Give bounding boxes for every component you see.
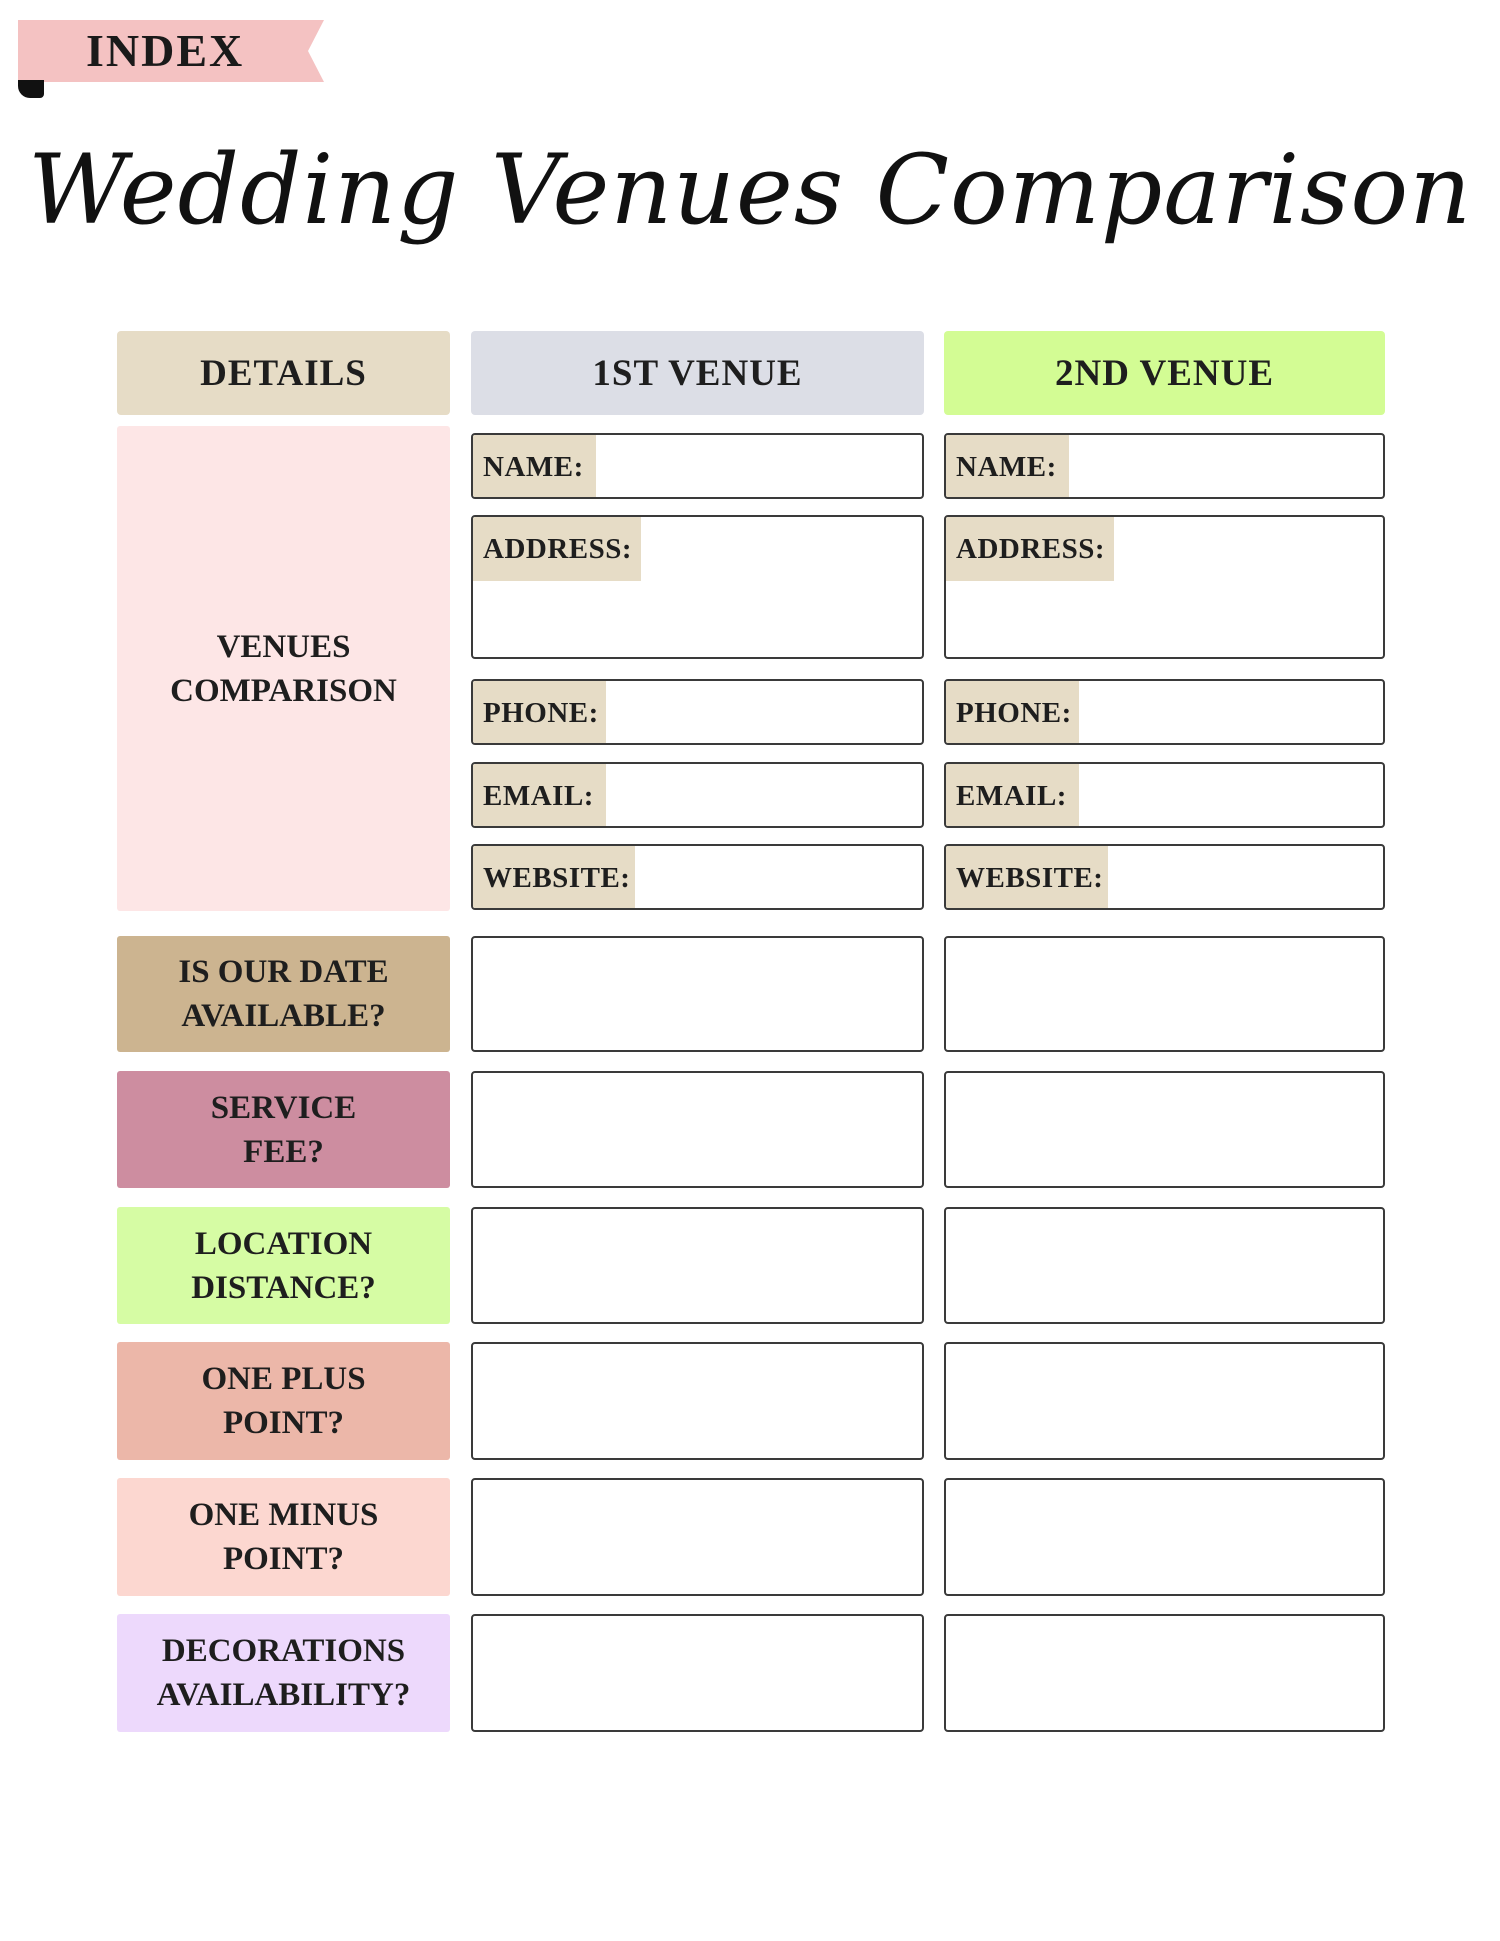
name-label: NAME: [483,450,584,483]
venue1-email-input[interactable] [606,764,922,826]
row-one-minus-label [117,1478,450,1596]
row-label-line1: LOCATION [194,1225,373,1262]
ribbon-curl [18,80,44,98]
venue1-name-input[interactable] [596,435,922,497]
field-tag [473,517,641,581]
index-label: INDEX [86,25,245,76]
venue2-decorations-box[interactable] [944,1614,1385,1732]
venue2-date-available-box[interactable] [944,936,1385,1052]
venue2-address-field[interactable] [944,515,1385,659]
website-label: WEBSITE: [483,861,631,894]
field-tag [473,764,606,828]
venue2-phone-input[interactable] [1079,681,1383,743]
venue1-email-field[interactable] [471,762,924,828]
address-label: ADDRESS: [483,532,633,565]
website-label: WEBSITE: [956,861,1104,894]
venue1-address-field[interactable] [471,515,924,659]
venue1-header [471,331,924,415]
field-tag [946,517,1114,581]
venue1-one-plus-box[interactable] [471,1342,924,1460]
venues-comparison-label [117,426,450,911]
row-label-line2: POINT? [222,1405,344,1441]
index-tab[interactable] [18,20,324,82]
venue2-one-plus-box[interactable] [944,1342,1385,1460]
venue1-name-field[interactable] [471,433,924,499]
venue1-one-minus-box[interactable] [471,1478,924,1596]
field-tag [473,846,635,910]
venue1-website-input[interactable] [635,846,922,908]
row-label-line2: POINT? [222,1541,344,1577]
field-tag [946,435,1069,499]
row-one-plus-label [117,1342,450,1460]
name-label: NAME: [956,450,1057,483]
row-label-line2: DISTANCE? [191,1269,376,1306]
details-header-label: DETAILS [200,352,367,394]
row-decorations-label [117,1614,450,1732]
venues-label-line1: VENUES [216,628,351,665]
row-label-line1: ONE PLUS [201,1361,366,1397]
field-tag [946,681,1079,745]
venue1-decorations-box[interactable] [471,1614,924,1732]
venue2-website-field[interactable] [944,844,1385,910]
field-tag [473,435,596,499]
row-label-line2: FEE? [243,1133,324,1170]
row-label-line1: ONE MINUS [188,1497,379,1533]
field-tag [473,681,606,745]
row-label-line1: IS OUR DATE [178,954,389,990]
venue2-service-fee-box[interactable] [944,1071,1385,1188]
venue1-website-field[interactable] [471,844,924,910]
venue2-name-field[interactable] [944,433,1385,499]
venue2-website-input[interactable] [1108,846,1383,908]
venue1-location-distance-box[interactable] [471,1207,924,1324]
venue2-phone-field[interactable] [944,679,1385,745]
venue2-header-label: 2ND VENUE [1054,352,1275,394]
details-header [117,331,450,415]
row-location-distance-label [117,1207,450,1324]
venue2-email-field[interactable] [944,762,1385,828]
address-label: ADDRESS: [956,532,1106,565]
row-label-line1: DECORATIONS [161,1633,406,1669]
page-title: Wedding Venues Comparison [27,134,1473,246]
venue1-phone-input[interactable] [606,681,922,743]
venue1-header-label: 1ST VENUE [592,352,803,394]
phone-label: PHONE: [483,696,599,729]
row-label-line2: AVAILABILITY? [156,1677,411,1713]
venue1-service-fee-box[interactable] [471,1071,924,1188]
venue1-date-available-box[interactable] [471,936,924,1052]
field-tag [946,764,1079,828]
field-tag [946,846,1108,910]
row-date-available-label [117,936,450,1052]
email-label: EMAIL: [956,779,1067,812]
venue2-email-input[interactable] [1079,764,1383,826]
email-label: EMAIL: [483,779,594,812]
row-label-line1: SERVICE [210,1089,357,1126]
venue2-location-distance-box[interactable] [944,1207,1385,1324]
venue1-phone-field[interactable] [471,679,924,745]
venue2-header [944,331,1385,415]
venue2-name-input[interactable] [1069,435,1383,497]
venue1-address-input[interactable] [473,581,922,657]
venue2-address-input[interactable] [946,581,1383,657]
venues-label-line2: COMPARISON [170,672,397,709]
row-label-line2: AVAILABLE? [181,998,386,1034]
phone-label: PHONE: [956,696,1072,729]
row-service-fee-label [117,1071,450,1188]
venue2-one-minus-box[interactable] [944,1478,1385,1596]
